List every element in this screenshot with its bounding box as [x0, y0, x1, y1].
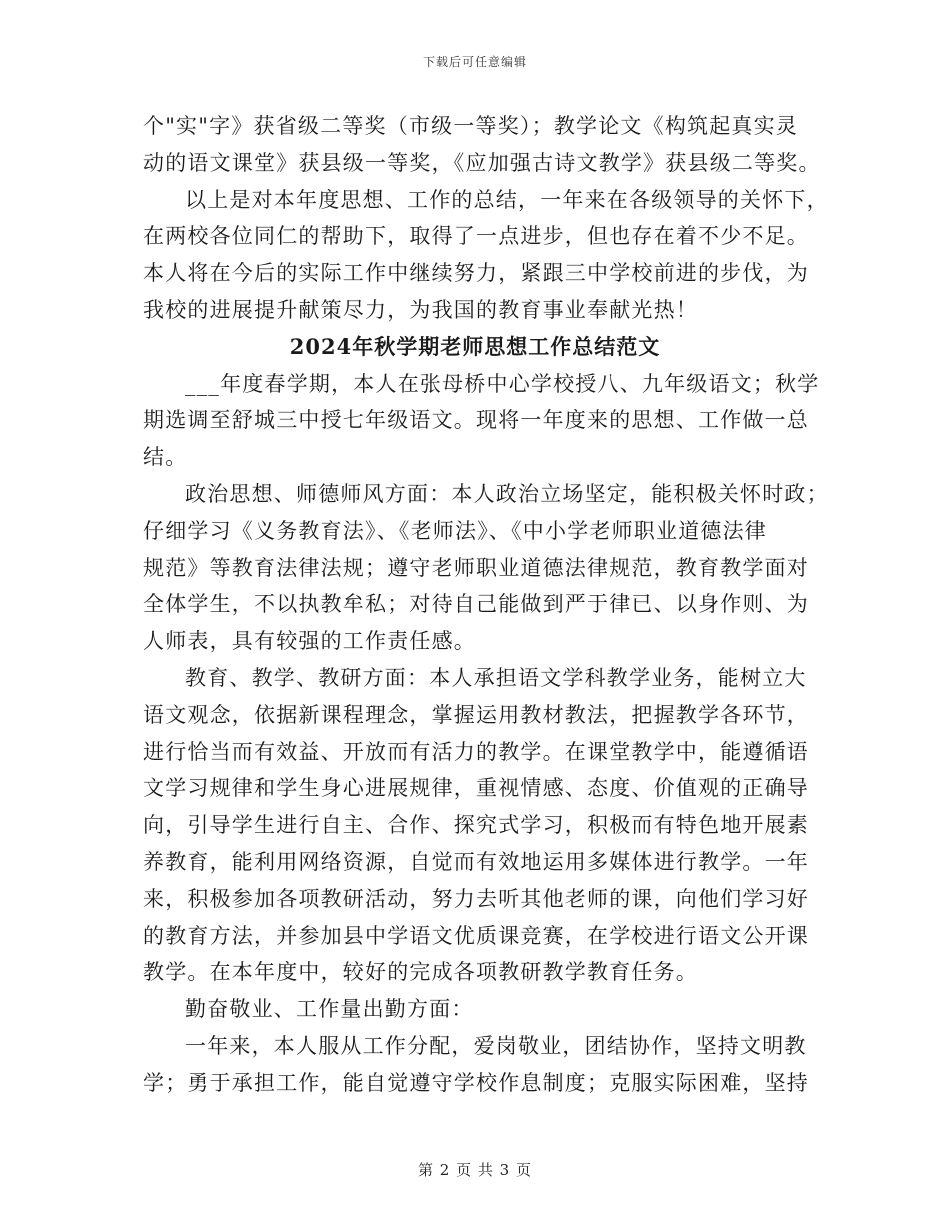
text-line: 学；勇于承担工作，能自觉遵守学校作息制度；克服实际困难，坚持: [143, 1070, 809, 1095]
text-line: 我校的进展提升献策尽力，为我国的教育事业奉献光热！: [143, 297, 698, 322]
text-line: 规范》等教育法律法规；遵守老师职业道德法律规范，教育教学面对: [143, 555, 809, 580]
text-line: 养教育，能利用网络资源，自觉而有效地运用多媒体进行教学。一年: [143, 849, 809, 874]
text-line: 期选调至舒城三中授七年级语文。现将一年度来的思想、工作做一总: [143, 408, 809, 433]
text-line: 在两校各位同仁的帮助下，取得了一点进步，但也存在着不少不足。: [143, 224, 809, 249]
text-line: 进行恰当而有效益、开放而有活力的教学。在课堂教学中，能遵循语: [143, 739, 809, 764]
text-line: 全体学生，不以执教牟私；对待自己能做到严于律已、以身作则、为: [143, 592, 809, 617]
text-line: 的教育方法，并参加县中学语文优质课竞赛，在学校进行语文公开课: [143, 923, 809, 948]
page-footer: 第 2 页 共 3 页: [418, 1161, 532, 1179]
text-line: 仔细学习《义务教育法》、《老师法》、《中小学老师职业道德法律: [143, 518, 767, 543]
text-line: 向，引导学生进行自主、合作、探究式学习，积极而有特色地开展素: [143, 813, 809, 838]
paragraph-start: 政治思想、师德师风方面：本人政治立场坚定，能积极关怀时政；: [185, 481, 829, 506]
text-line: 结。: [143, 445, 188, 470]
text-line: 文学习规律和学生身心进展规律，重视情感、态度、价值观的正确导: [143, 776, 809, 801]
paragraph-start: 一年来，本人服从工作分配，爱岗敬业，团结协作，坚持文明教: [185, 1033, 807, 1058]
paragraph-start: 以上是对本年度思想、工作的总结，一年来在各级领导的关怀下，: [185, 187, 829, 212]
paragraph-start: ___年度春学期，本人在张母桥中心学校授八、九年级语文；秋学: [185, 371, 820, 396]
text-line: 人师表，具有较强的工作责任感。: [143, 629, 476, 654]
text-line: 本人将在今后的实际工作中继续努力，紧跟三中学校前进的步伐，为: [143, 261, 809, 286]
text-line: 教学。在本年度中，较好的完成各项教研教学教育任务。: [143, 960, 698, 985]
section-title: 2024年秋学期老师思想工作总结范文: [289, 333, 661, 359]
page-header: 下载后可任意编辑: [422, 55, 527, 69]
text-line: 来，积极参加各项教研活动，努力去听其他老师的课，向他们学习好: [143, 886, 809, 911]
paragraph-start: 教育、教学、教研方面：本人承担语文学科教学业务，能树立大: [185, 665, 807, 690]
paragraph-start: 勤奋敬业、工作量出勤方面：: [185, 997, 474, 1022]
text-line: 语文观念，依据新课程理念，掌握运用教材教法，把握教学各环节，: [143, 702, 809, 727]
document-body: [143, 108, 829, 1102]
text-line: 个"实"字》获省级二等奖（市级一等奖）；教学论文《构筑起真实灵: [143, 114, 799, 138]
text-line: 动的语文课堂》获县级一等奖，《应加强古诗文教学》获县级二等奖。: [143, 150, 821, 175]
